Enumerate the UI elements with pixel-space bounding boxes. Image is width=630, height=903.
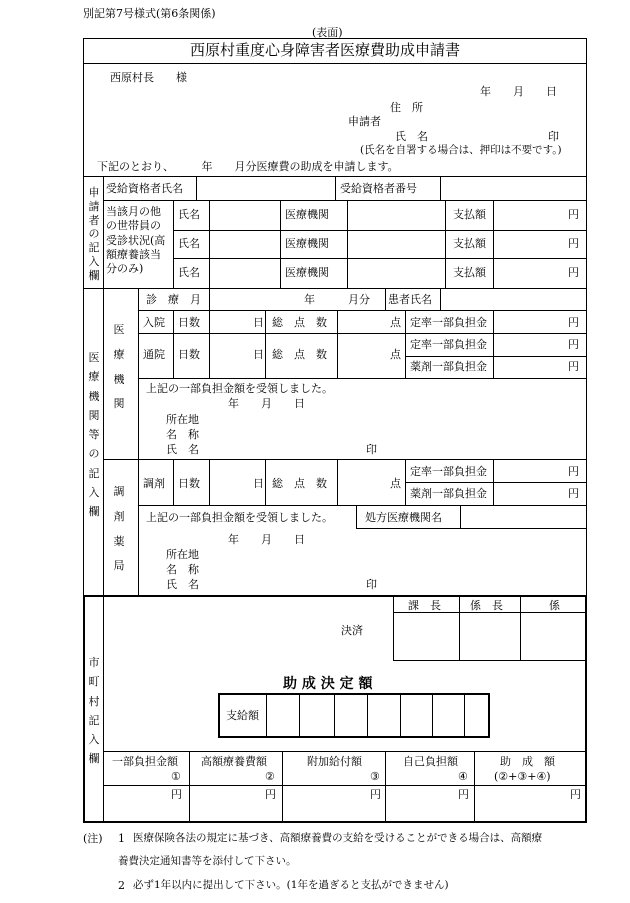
mayor-address: 西原村長 様 xyxy=(110,71,187,84)
location-label: 所在地 xyxy=(166,548,199,561)
approval-label: 決済 xyxy=(341,624,363,637)
note-1-line-1: 医療保険各法の規定に基づき、高額療養費の支給を受けることができる場合は、高額療 xyxy=(133,832,543,844)
representative-name-label: 氏 名 xyxy=(166,578,199,591)
household-paid-label: 支払額 xyxy=(453,237,486,250)
point-unit: 点 xyxy=(390,348,401,361)
yen-unit: 円 xyxy=(568,465,579,478)
household-institution-label: 医療機関 xyxy=(285,266,329,279)
yen-unit: 円 xyxy=(265,788,276,801)
receipt-statement: 上記の一部負担金額を受領しました。 xyxy=(146,511,333,524)
pharmacy-label: 調剤薬局 xyxy=(113,485,125,573)
additional-benefit-label: 附加給付額 xyxy=(307,755,362,768)
seal-mark: 印 xyxy=(366,578,377,591)
household-status-label: 当該月の他の世帯員の受診状況(高額療養該当分のみ) xyxy=(106,205,166,276)
recipient-number-label: 受給資格者番号 xyxy=(340,182,417,195)
prescribing-institution-label: 処方医療機関名 xyxy=(365,511,442,524)
receipt-date: 年 月 日 xyxy=(228,533,305,546)
medical-institution-label: 医療機関 xyxy=(113,323,125,411)
yen-unit: 円 xyxy=(570,788,581,801)
note-number: 1 xyxy=(118,832,125,845)
form-title: 西原村重度心身障害者医療費助成申請書 xyxy=(190,41,461,59)
column-number: ② xyxy=(265,770,275,783)
recipient-name-label: 受給資格者氏名 xyxy=(106,182,183,195)
dispensing-label: 調剤 xyxy=(143,477,165,490)
self-pay-label: 自己負担額 xyxy=(403,755,458,768)
total-points-label: 総 点 数 xyxy=(272,477,327,490)
days-label: 日数 xyxy=(178,348,200,361)
decision-amount-title: 助 成 決 定 額 xyxy=(283,676,373,692)
yen-unit: 円 xyxy=(568,208,579,221)
column-number: (②+③+④) xyxy=(494,770,551,783)
institution-name-label: 名 称 xyxy=(166,428,199,441)
yen-unit: 円 xyxy=(568,237,579,250)
treatment-month-label: 診 療 月 xyxy=(146,293,201,306)
inpatient-label: 入院 xyxy=(143,316,165,329)
fixed-rate-copay-label: 定率一部負担金 xyxy=(410,338,487,351)
household-name-label: 氏名 xyxy=(178,237,200,250)
household-name-label: 氏名 xyxy=(178,208,200,221)
application-date: 年 月 日 xyxy=(480,85,557,98)
subsidy-amount-label: 助 成 額 xyxy=(500,755,555,768)
drug-copay-label: 薬剤一部負担金 xyxy=(410,487,487,500)
representative-name-label: 氏 名 xyxy=(166,443,199,456)
front-side-label: (表面) xyxy=(312,26,343,39)
note-1-line-2: 養費決定通知書等を添付して下さい。 xyxy=(118,855,297,867)
days-label: 日数 xyxy=(178,477,200,490)
fixed-rate-copay-label: 定率一部負担金 xyxy=(410,465,487,478)
applicant-label: 申請者 xyxy=(348,115,381,128)
day-unit: 日 xyxy=(253,316,264,329)
household-paid-label: 支払額 xyxy=(453,208,486,221)
household-name-label: 氏名 xyxy=(178,266,200,279)
seal-mark: 印 xyxy=(548,130,559,143)
institution-section-label: 医療機関等の記入欄 xyxy=(88,351,100,518)
copay-amount-label: 一部負担金額 xyxy=(112,755,178,768)
city-section-label: 市町村記入欄 xyxy=(88,656,100,766)
household-institution-label: 医療機関 xyxy=(285,208,329,221)
address-label: 住 所 xyxy=(390,101,423,114)
receipt-statement: 上記の一部負担金額を受領しました。 xyxy=(146,382,333,395)
form-number: 別記第7号様式(第6条関係) xyxy=(83,7,216,20)
staff-label: 係 xyxy=(549,599,560,612)
point-unit: 点 xyxy=(390,316,401,329)
subsection-chief-label: 係 長 xyxy=(470,599,503,612)
yen-unit: 円 xyxy=(568,316,579,329)
request-statement: 下記のとおり、 年 月分医療費の助成を申請します。 xyxy=(97,160,399,173)
household-institution-label: 医療機関 xyxy=(285,237,329,250)
note-number: 2 xyxy=(118,879,125,892)
signature-note: (氏名を自署する場合は、押印は不要です。) xyxy=(360,144,562,156)
yen-unit: 円 xyxy=(458,788,469,801)
patient-name-label: 患者氏名 xyxy=(388,293,432,306)
payment-amount-label: 支給額 xyxy=(226,709,259,722)
yen-unit: 円 xyxy=(568,360,579,373)
fixed-rate-copay-label: 定率一部負担金 xyxy=(410,316,487,329)
outpatient-label: 通院 xyxy=(143,348,165,361)
household-paid-label: 支払額 xyxy=(453,266,486,279)
section-chief-label: 課 長 xyxy=(408,599,441,612)
drug-copay-label: 薬剤一部負担金 xyxy=(410,360,487,373)
seal-mark: 印 xyxy=(366,443,377,456)
yen-unit: 円 xyxy=(370,788,381,801)
total-points-label: 総 点 数 xyxy=(272,348,327,361)
high-cost-amount-label: 高額療養費額 xyxy=(201,755,267,768)
days-label: 日数 xyxy=(178,316,200,329)
name-label: 氏 名 xyxy=(395,130,428,143)
point-unit: 点 xyxy=(390,477,401,490)
day-unit: 日 xyxy=(253,477,264,490)
note-2: 必ず1年以内に提出して下さい。(1年を過ぎると支払ができません) xyxy=(133,879,449,891)
yen-unit: 円 xyxy=(568,338,579,351)
location-label: 所在地 xyxy=(166,413,199,426)
total-points-label: 総 点 数 xyxy=(272,316,327,329)
notes-prefix: (注) xyxy=(83,832,103,845)
applicant-section-label: 申請者の記入欄 xyxy=(88,186,100,282)
column-number: ④ xyxy=(458,770,468,783)
yen-unit: 円 xyxy=(568,487,579,500)
treatment-month-value: 年 月分 xyxy=(304,293,370,306)
column-number: ① xyxy=(171,770,181,783)
institution-name-label: 名 称 xyxy=(166,563,199,576)
yen-unit: 円 xyxy=(171,788,182,801)
yen-unit: 円 xyxy=(568,266,579,279)
receipt-date: 年 月 日 xyxy=(228,397,305,410)
day-unit: 日 xyxy=(253,348,264,361)
column-number: ③ xyxy=(370,770,380,783)
